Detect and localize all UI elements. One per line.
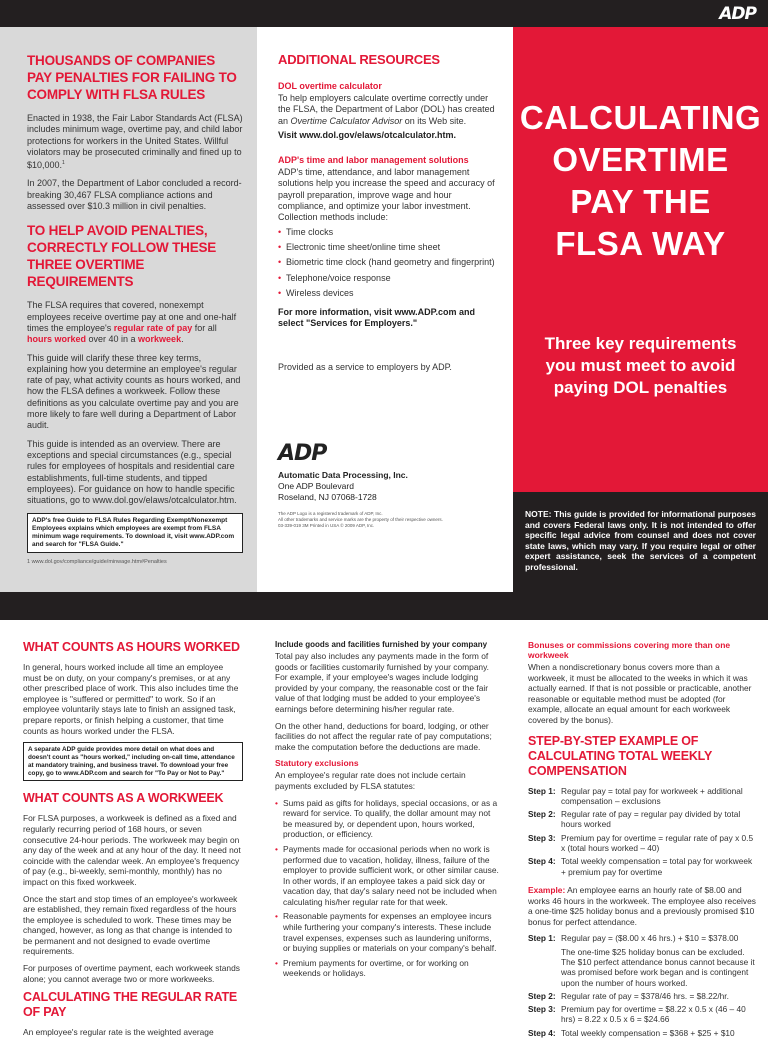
subheading-bonuses: Bonuses or commissions covering more than one workweek xyxy=(528,640,731,660)
example-step-row: Step 3: Premium pay for overtime = $8.22 x 0.5 x (46 – 40 hrs) = 8.22 x 0.5 x 6 = $24.66 xyxy=(528,1004,746,1025)
bullet-occasional: • Payments made for occasional periods when no work is performed due to vacation, holiday, illness, failure of the employer to provide sufficient work, or other similar cause. In other words, if an employee takes a paid sick day or vacation day, that day's salary need not be included when calculating his/her regular rate for that week. xyxy=(275,844,501,908)
step-row: Step 3: Premium pay for overtime = regular rate of pay x 0.5 x (total hours worked – 40) xyxy=(528,832,754,854)
step-row: Step 4: Total weekly compensation = total pay for workweek + premium pay for overtime xyxy=(528,856,753,877)
paragraph-hours-worked: In general, hours worked include all time an employee must be on duty, on your company's premises, or at any other prescribed place of work. This also includes time the employee is "suffered or permitted" to work. So if an employee voluntarily stays late to finish an assigned task, prepare reports, or finish helping a customer, that time counts as hours worked under the FLSA. xyxy=(23,662,239,736)
paragraph-regular-rate: An employee's regular rate is the weighted average xyxy=(23,1027,214,1038)
resources-panel xyxy=(257,27,513,592)
subtitle-line-1: Three key requirements xyxy=(544,334,737,353)
goods-exclusions-section xyxy=(257,620,513,1024)
step-row: Step 1: Regular pay = total pay for workweek + additional compensation – exclusions xyxy=(528,785,743,806)
disclaimer-note: NOTE: This guide is provided for informational purposes and covers Federal laws only. It is not intended to offer specific legal advice from counsel and does not cover state laws, which may vary. If you require legal or other expert assistance, seek the services of a competent professional. xyxy=(525,509,756,572)
adp-address-block xyxy=(278,441,501,529)
paragraph-bonuses: When a nondiscretionary bonus covers more than a workweek, it must be allocated to the weeks in which it was actually earned. If that is not possible or practicable, another reasonable or equitable method must be adopted (for example, allocate an equal amount for each workweek covered by the bonus). xyxy=(528,662,752,725)
bullet-expenses: • Reasonable payments for expenses an employee incurs while furthering your company's interests. These include travel expenses, expenses such as laundering uniforms, or buying supplies or materials on your company's behalf. xyxy=(275,911,501,953)
address-line1: One ADP Boulevard xyxy=(278,481,354,492)
title-line-4: FLSA WAY xyxy=(555,225,726,262)
provided-by: Provided as a service to employers by ADP. xyxy=(278,361,452,372)
title-line-2: OVERTIME xyxy=(552,141,729,178)
bullet-premium: • Premium payments for overtime, or for working on weekends or holidays. xyxy=(275,958,501,979)
bullet-biometric: • Biometric time clock (hand geometry and fingerprint) xyxy=(278,257,501,268)
title-line-3: PAY THE xyxy=(570,183,711,220)
bullet-gifts: • Sums paid as gifts for holidays, special occasions, or as a reward for service. To qualify, the dollar amount may not be measured by, or dependent upon, hours worked, production, or efficiency. xyxy=(275,798,501,840)
bullet-time-clocks: • Time clocks xyxy=(278,227,501,238)
subheading-statutory: Statutory exclusions xyxy=(275,758,359,769)
paragraph-overtime-rule: The FLSA requires that covered, nonexempt employees receive overtime pay at one and one-half times the employee's regular rate of pay for all hours worked over 40 in a workweek. xyxy=(27,300,237,345)
example-step-row: Step 4: Total weekly compensation = $368 + $25 + $10 xyxy=(528,1027,735,1038)
cover-title xyxy=(513,97,768,265)
exempt-guide-box: ADP's free Guide to FLSA Rules Regarding Exempt/Nonexempt Employees explains which employees are exempt from FLSA minimum wage requirements. To download it, visit www.ADP.com and search for "FLSA Guide." xyxy=(27,513,243,553)
fine-print-3: 03-339-019 3M Printed in USA © 2009 ADP, Inc. xyxy=(278,523,375,529)
example-step-row: The one-time $25 holiday bonus can be excluded. The $10 perfect attendance bonus cannot because it was promised before work began and is contingent upon the number of hours worked. xyxy=(561,946,755,988)
bullet-telephone: • Telephone/voice response xyxy=(278,273,501,284)
note-panel xyxy=(513,492,768,592)
subheading-dol-calculator: DOL overtime calculator xyxy=(278,81,382,91)
footnote: 1 www.dol.gov/compliance/guide/minwage.htm#Penalties xyxy=(27,559,167,566)
step-row: Step 2: Regular rate of pay = regular pay divided by total hours worked xyxy=(528,809,741,830)
hours-worked-section xyxy=(0,620,257,1038)
bonus-example-section xyxy=(513,620,768,1038)
subtitle-line-3: paying DOL penalties xyxy=(553,378,728,397)
paragraph-deductions: On the other hand, deductions for board, lodging, or other facilities do not affect the regular rate of pay computations; make the computation before the deductions are made. xyxy=(275,720,492,752)
paragraph-workweek-alone: For purposes of overtime payment, each workweek stands alone; you cannot average two or more workweeks. xyxy=(23,963,240,984)
example-step-row: Step 2: Regular rate of pay = $378/46 hrs. = $8.22/hr. xyxy=(528,990,729,1001)
paragraph-workweek-fixed: Once the start and stop times of an employee's workweek are established, they remain fixed regardless of the hours the employee is scheduled to work. These times may be changed, however, as long as that change is intended to be permanent and not designed to evade overtime requirements. xyxy=(23,893,238,957)
paragraph-flsa-intro: Enacted in 1938, the Fair Labor Standards Act (FLSA) includes minimum wage, overtime pay, and child labor protections for workers in the United States. Willful violators may be prosecuted criminally and fined up to $10,000.$^1$ xyxy=(27,113,243,171)
paragraph-workweek-def: For FLSA purposes, a workweek is defined as a fixed and regularly recurring period of 168 hours, or seven consecutive 24-hour periods. The workweek may begin on any day of the week and at any hour of the day. It need not coincide with the calendar week. An employee's frequency of pay (e.g., bi-weekly, semi-monthly, monthly) has no impact on this fixed workweek. xyxy=(23,813,241,887)
dol-calculator-link[interactable]: Visit www.dol.gov/elaws/otcalculator.htm. xyxy=(278,129,457,140)
adp-logo: ADP xyxy=(719,4,756,24)
hours-guide-box: A separate ADP guide provides more detail on what does and doesn't count as "hours worked," including on-call time, attendance at mandatory training, and business travel. To download your free copy, go to www.ADP.com and search for "To Pay or Not to Pay." xyxy=(23,742,243,781)
paragraph-goods: Total pay also includes any payments made in the form of goods or facilities customarily furnished by your company. For example, if your employee's wages include lodging provided by your company, the reasonable cost or the fair value of that lodging must be added to your employee's earnings before determining his/her regular rate. xyxy=(275,651,489,714)
paragraph-guide-clarify: This guide will clarify these three key terms, explaining how you determine an employee's regular rate of pay, what activity counts as hours worked, and how the FLSA defines a workweek. Follow these definitions as you calculate overtime pay and you are more likely to fare well during a Department of Labor audit. xyxy=(27,352,241,431)
fine-print-1: The ADP Logo is a registered trademark of ADP, Inc. xyxy=(278,511,383,517)
heading-additional-resources: ADDITIONAL RESOURCES xyxy=(278,52,440,67)
middle-divider-bar xyxy=(0,592,768,620)
heading-avoid-penalties: TO HELP AVOID PENALTIES, CORRECTLY FOLLOW THESE THREE OVERTIME REQUIREMENTS xyxy=(27,223,217,290)
bullet-wireless: • Wireless devices xyxy=(278,288,501,299)
heading-hours-worked: WHAT COUNTS AS HOURS WORKED xyxy=(23,640,240,654)
address-line2: Roseland, NJ 07068-1728 xyxy=(278,492,377,503)
fine-print-2: All other trademarks and service marks are the property of their respective owners. xyxy=(278,517,443,523)
paragraph-dol-calc: To help employers calculate overtime correctly under the FLSA, the Department of Labor (DOL) has created an Overtime Calculator Advisor on its Web site. xyxy=(278,93,495,126)
top-bar xyxy=(0,0,768,27)
heading-penalties: THOUSANDS OF COMPANIES PAY PENALTIES FOR FAILING TO COMPLY WITH FLSA RULES xyxy=(27,53,237,102)
heading-step-by-step: STEP-BY-STEP EXAMPLE OF CALCULATING TOTAL WEEKLY COMPENSATION xyxy=(528,733,712,778)
title-line-1: CALCULATING xyxy=(519,99,762,136)
cover-subtitle xyxy=(513,333,768,399)
adp-logo-large: ADP xyxy=(278,441,327,467)
paragraph-2007-actions: In 2007, the Department of Labor concluded a record-breaking 30,467 FLSA compliance actions and assessed over $10.3 million in civil penalties. xyxy=(27,178,242,212)
paragraph-adp-solutions: ADP's time, attendance, and labor management solutions help you increase the speed and accuracy of payroll preparation, improve wage and hour compliance, and optimize your labor investment. Collection methods include: xyxy=(278,167,495,223)
heading-workweek: WHAT COUNTS AS A WORKWEEK xyxy=(23,791,224,806)
paragraph-overview: This guide is intended as an overview. There are exceptions and special circumstances (e.g., special rules for employees of hospitals and residential care establishments, full-time students, and tipped employees). For guidance on how to handle specific situations, go to www.dol.gov/elaws/otcalculator.htm. xyxy=(27,438,237,506)
subheading-adp-solutions: ADP's time and labor management solutions xyxy=(278,155,469,166)
paragraph-statutory: An employee's regular rate does not include certain payments excluded by FLSA statutes: xyxy=(275,770,466,791)
company-name: Automatic Data Processing, Inc. xyxy=(278,470,408,481)
bullet-electronic-timesheet: • Electronic time sheet/online time sheet xyxy=(278,242,501,253)
more-info-link[interactable]: For more information, visit www.ADP.com and select "Services for Employers." xyxy=(278,307,476,329)
left-panel xyxy=(0,27,257,592)
cover-panel xyxy=(513,27,768,492)
subtitle-line-2: you must meet to avoid xyxy=(545,356,736,375)
subheading-goods: Include goods and facilities furnished by your company xyxy=(275,640,488,649)
heading-regular-rate: CALCULATING THE REGULAR RATE OF PAY xyxy=(23,990,238,1020)
paragraph-example: Example: An employee earns an hourly rate of $8.00 and works 46 hours in the workweek. The employee also receives a one-time $25 holiday bonus and a previously promised $10 bonus for perfect attendance. xyxy=(528,884,756,927)
example-step-row: Step 1: Regular pay = ($8.00 x 46 hrs.) + $10 = $378.00 xyxy=(528,933,739,944)
